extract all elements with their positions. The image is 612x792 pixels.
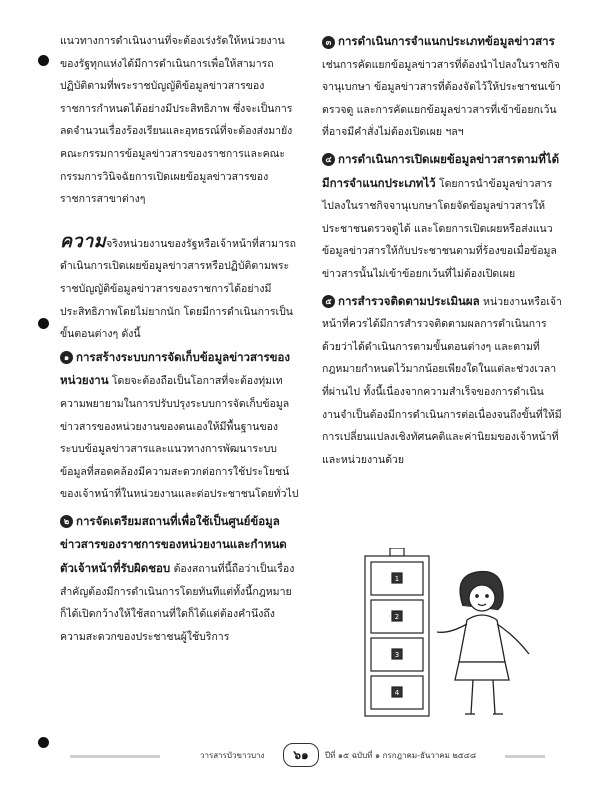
step-2	[60, 510, 300, 649]
step-number-badge: ๔	[322, 153, 335, 166]
binder-hole-top	[38, 55, 49, 66]
lead-word: ความ	[60, 230, 107, 252]
steps-intro-paragraph	[60, 231, 300, 346]
step-4-body: โดยการนำข้อมูลข่าวสารไปลงในราชกิจจานุเบกษาโดยจัดข้อมูลข่าวสารให้ประชาชนตรวจดูได้ และโดยการเปิดเผยหรือส่งแนวข้อมูลข่าวสารให้กับประชาชนตามที่ร้องขอเมื่อข้อมูลข่าวสารนั้นไม่เข้าข้อยกเว้นที่ไม่ต้องเปิดเผย	[322, 177, 557, 280]
step-2-heading: การจัดเตรียมสถานที่เพื่อใช้เป็นศูนย์ข้อมูลข่าวสารของราชการของหน่วยงานและกำหนดตัวเจ้าหน้าที่รับผิดชอบ	[60, 513, 287, 576]
intro-paragraph: แนวทางการดำเนินงานที่จะต้องเร่งรัดให้หน่วยงานของรัฐทุกแห่งได้มีการดำเนินการเพื่อให้สามารถปฏิบัติตามที่พระราชบัญญัติข้อมูลข่าวสารของราชการกำหนดได้อย่างมีประสิทธิภาพ ซึ่งจะเป็นการลดจำนวนเรื่องร้องเรียนและอุทธรณ์ที่จะต้องส่งมายังคณะกรรมการข้อมูลข่าวสารของราชการและคณะกรรมการวินิจฉัยการเปิดเผยข้อมูลข่าวสารของราชการสาขาต่างๆ	[60, 35, 293, 206]
step-1	[60, 346, 300, 506]
footer-issue-info: ปีที่ ๑๕ ฉบับที่ ๑ กรกฎาคม-ธันวาคม ๒๕๔๘	[325, 751, 477, 760]
step-1-heading: การสร้างระบบการจัดเก็บข้อมูลข่าวสารของหน่วยงาน	[60, 349, 291, 388]
step-4	[322, 148, 562, 286]
footer-rule-left	[70, 755, 160, 758]
drawer-label: 4	[394, 689, 400, 697]
step-5-heading: การสำรวจติดตามประเมินผล	[338, 293, 480, 308]
step-3-body: เช่นการคัดแยกข้อมูลข่าวสารที่ต้องนำไปลงในราชกิจจานุเบกษา ข้อมูลข่าวสารที่ต้องจัดไว้ให้ประชาชนเข้าตรวจดู และการคัดแยกข้อมูลข่าวสารที่เข้าข้อยกเว้นที่อาจมีคำสั่งไม่ต้องเปิดเผย ฯลฯ	[322, 58, 562, 139]
left-column	[60, 30, 300, 648]
woman-figure	[437, 572, 529, 715]
step-4-heading: การดำเนินการเปิดเผยข้อมูลข่าวสารตามที่ได้มีการจำแนกประเภทไว้	[322, 151, 560, 190]
drawer-label: 3	[394, 651, 400, 659]
drawer-label: 1	[394, 575, 400, 583]
steps-intro-text: จริงหน่วยงานของรัฐหรือเจ้าหน้าที่สามารถดำเนินการเปิดเผยข้อมูลข่าวสารหรือปฏิบัติตามพระราชบัญญัติข้อมูลข่าวสารของราชการได้อย่างมีประสิทธิภาพโดยไม่ยากนัก โดยมีการดำเนินการเป็นขั้นตอนต่างๆ ดังนี้	[60, 237, 296, 341]
binder-hole-middle	[38, 318, 49, 329]
step-2-body: ต้องสถานที่นี้ถือว่าเป็นเรื่องสำคัญต้องมีการดำเนินการโดยทันทีแต่ทั้งนี้กฎหมายก็ได้เปิดกว้างให้ใช้สถานที่ใดก็ได้แต่ต้องคำนึงถึงความสะดวกของประชาชนผู้ใช้บริการ	[60, 563, 295, 643]
footer-journal-name: วารสารบัวขาวบาง	[200, 751, 265, 760]
page-footer	[0, 742, 612, 768]
step-1-body: โดยจะต้องถือเป็นโอกาสที่จะต้องทุ่มเทความพยายามในการปรับปรุงระบบการจัดเก็บข้อมูลข่าวสารของหน่วยงานของตนเองให้มีพื้นฐานของระบบข้อมูลข่าวสารและแนวทางการพัฒนาระบบข้อมูลที่สอดคล้องมีความสะดวกต่อการใช้ประโยชน์ของเจ้าหน้าที่ในหน่วยงานและต่อประชาชนโดยทั่วไป	[60, 375, 299, 501]
right-column	[322, 30, 562, 471]
page-number: ๖๑	[283, 743, 319, 767]
filing-cabinet-illustration	[345, 548, 555, 723]
step-number-badge: ๕	[322, 295, 335, 308]
drawer-label: 2	[394, 613, 400, 621]
step-5-body: หน่วยงานหรือเจ้าหน้าที่ควรได้มีการสำรวจติดตามผลการดำเนินการด้วยว่าได้ดำเนินการตามขั้นตอนต่างๆ และตามที่กฎหมายกำหนดไว้มากน้อยเพียงใดในแต่ละช่วงเวลาที่ผ่านไป ทั้งนี้เนื่องจากความสำเร็จของการดำเนินงานจำเป็นต้องมีการดำเนินการต่อเนื่องจนถึงขั้นที่ให้มีการเปลี่ยนแปลงเชิงทัศนคติและค่านิยมของเจ้าหน้าที่และหน่วยงานด้วย	[322, 295, 562, 466]
step-5	[322, 290, 562, 472]
footer-rule-right	[505, 755, 545, 758]
step-number-badge: ๑	[60, 351, 73, 364]
step-3	[322, 30, 562, 144]
step-number-badge: ๓	[322, 36, 335, 49]
step-3-heading: การดำเนินการจำแนกประเภทข้อมูลข่าวสาร	[338, 34, 555, 48]
spacer	[60, 211, 300, 231]
step-number-badge: ๒	[60, 515, 73, 528]
